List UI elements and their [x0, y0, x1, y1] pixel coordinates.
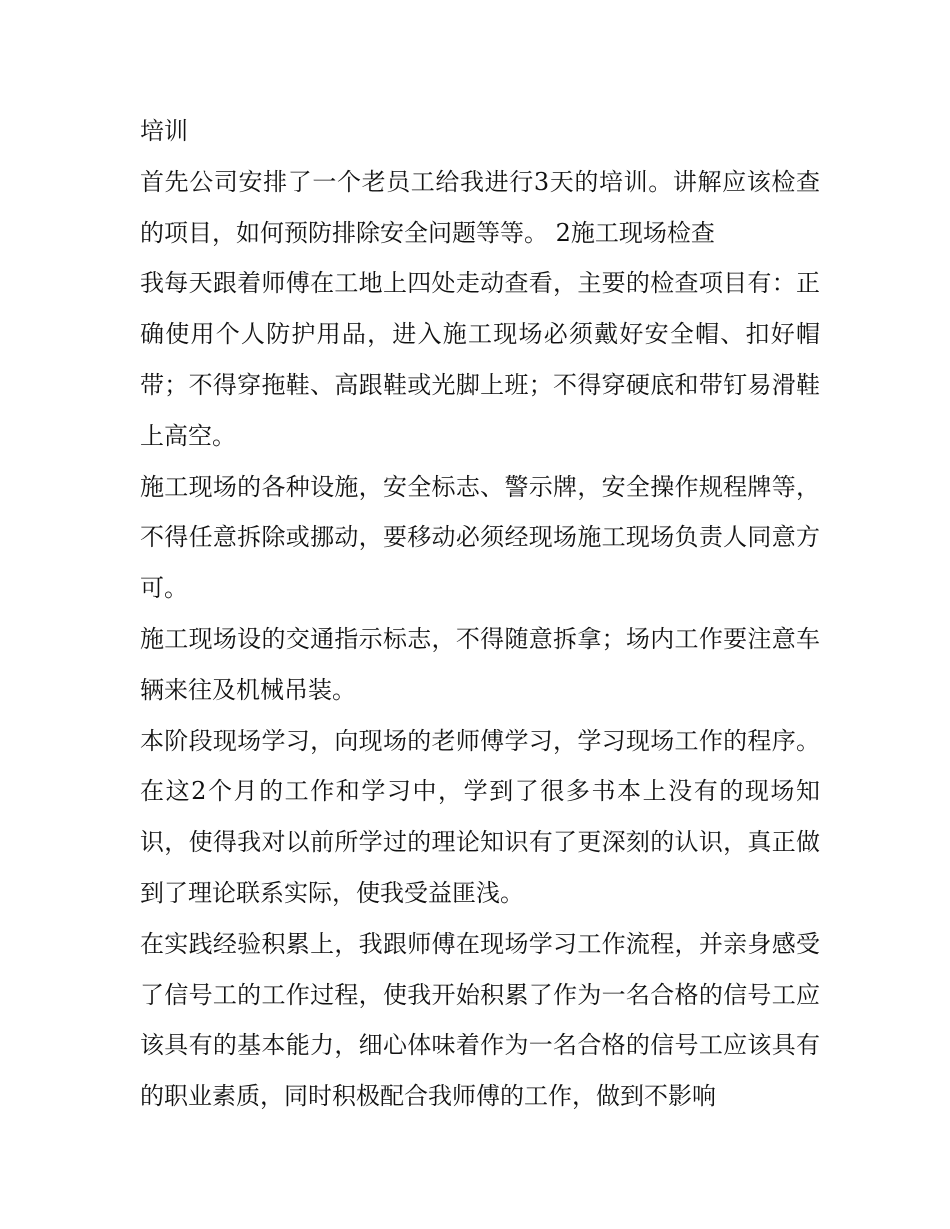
paragraph-training-intro: 首先公司安排了一个老员工给我进行3天的培训。讲解应该检查的项目，如何预防排除安全问题等等。 2施工现场检查 — [140, 167, 820, 247]
document-body — [140, 106, 820, 1122]
paragraph-site-inspection: 我每天跟着师傅在工地上四处走动查看，主要的检查项目有：正确使用个人防护用品，进入施工现场必须戴好安全帽、扣好帽带；不得穿拖鞋、高跟鞋或光脚上班；不得穿硬底和带钉易滑鞋上高空。 — [140, 269, 820, 450]
paragraph-traffic-signs: 施工现场设的交通指示标志，不得随意拆拿；场内工作要注意车辆来往及机械吊装。 — [140, 624, 820, 704]
paragraph-site-facilities: 施工现场的各种设施，安全标志、警示牌，安全操作规程牌等，不得任意拆除或挪动，要移动必须经现场施工现场负责人同意方可。 — [140, 472, 820, 603]
paragraph-practice-experience: 在实践经验积累上，我跟师傅在现场学习工作流程，并亲身感受了信号工的工作过程，使我开始积累了作为一名合格的信号工应该具有的基本能力，细心体味着作为一名合格的信号工应该具有的职业素质，同时积极配合我师傅的工作，做到不影响 — [140, 929, 820, 1111]
heading-training: 培训 — [140, 117, 188, 145]
paragraph-stage-learning: 本阶段现场学习，向现场的老师傅学习，学习现场工作的程序。在这2个月的工作和学习中，学到了很多书本上没有的现场知识，使得我对以前所学过的理论知识有了更深刻的认识，真正做到了理论联系实际，使我受益匪浅。 — [140, 726, 820, 907]
